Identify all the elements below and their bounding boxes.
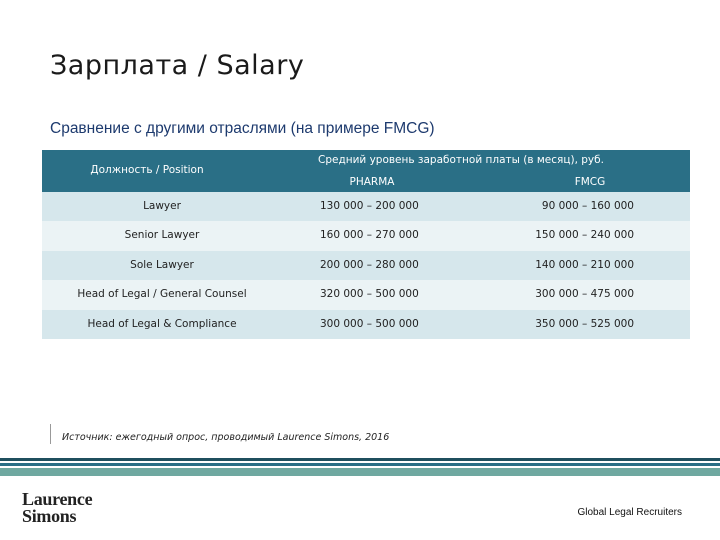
cell-position: Senior Lawyer: [124, 229, 200, 242]
cell-fmcg: 90 000 – 160 000: [541, 200, 634, 212]
cell-fmcg: 150 000 – 240 000: [535, 229, 634, 242]
cell-fmcg: 350 000 – 525 000: [535, 317, 634, 330]
header-average-salary: Средний уровень заработной платы (в месяц), руб.: [318, 154, 604, 166]
footer-band-dark: [0, 458, 720, 461]
footer-band-light: [0, 468, 720, 476]
cell-pharma: 320 000 – 500 000: [320, 288, 419, 301]
cell-pharma: 300 000 – 500 000: [320, 317, 419, 330]
table-row: [42, 251, 690, 280]
salary-table: [42, 150, 690, 339]
header-position: Должность / Position: [90, 164, 204, 176]
table-row: [42, 280, 690, 309]
cell-fmcg: 300 000 – 475 000: [535, 288, 634, 301]
cell-position: Sole Lawyer: [130, 258, 194, 271]
table-header: [42, 150, 690, 192]
header-fmcg: FMCG: [574, 176, 606, 188]
slide-subtitle: Сравнение с другими отраслями (на примере FMCG): [50, 120, 435, 137]
logo-line-1: Laurence: [22, 489, 93, 509]
cell-fmcg: 140 000 – 210 000: [535, 258, 634, 271]
footer-tagline: Global Legal Recruiters: [577, 507, 682, 518]
cell-pharma: 200 000 – 280 000: [320, 258, 419, 271]
cell-position: Head of Legal & Compliance: [87, 317, 237, 330]
cell-pharma: 160 000 – 270 000: [320, 229, 419, 242]
laurence-simons-logo: [22, 491, 92, 525]
footer-band-mid: [0, 463, 720, 466]
cell-position: Head of Legal / General Counsel: [77, 288, 247, 301]
table-row: [42, 192, 690, 221]
table-row: [42, 310, 690, 339]
table-row: [42, 221, 690, 250]
source-divider: [50, 424, 51, 444]
header-pharma: PHARMA: [349, 176, 395, 188]
slide-title: Зарплата / Salary: [50, 50, 305, 81]
cell-pharma: 130 000 – 200 000: [320, 200, 419, 212]
source-note: Источник: ежегодный опрос, проводимый Laurence Simons, 2016: [62, 432, 390, 443]
logo-line-2: Simons: [22, 506, 77, 526]
cell-position: Lawyer: [143, 200, 181, 212]
